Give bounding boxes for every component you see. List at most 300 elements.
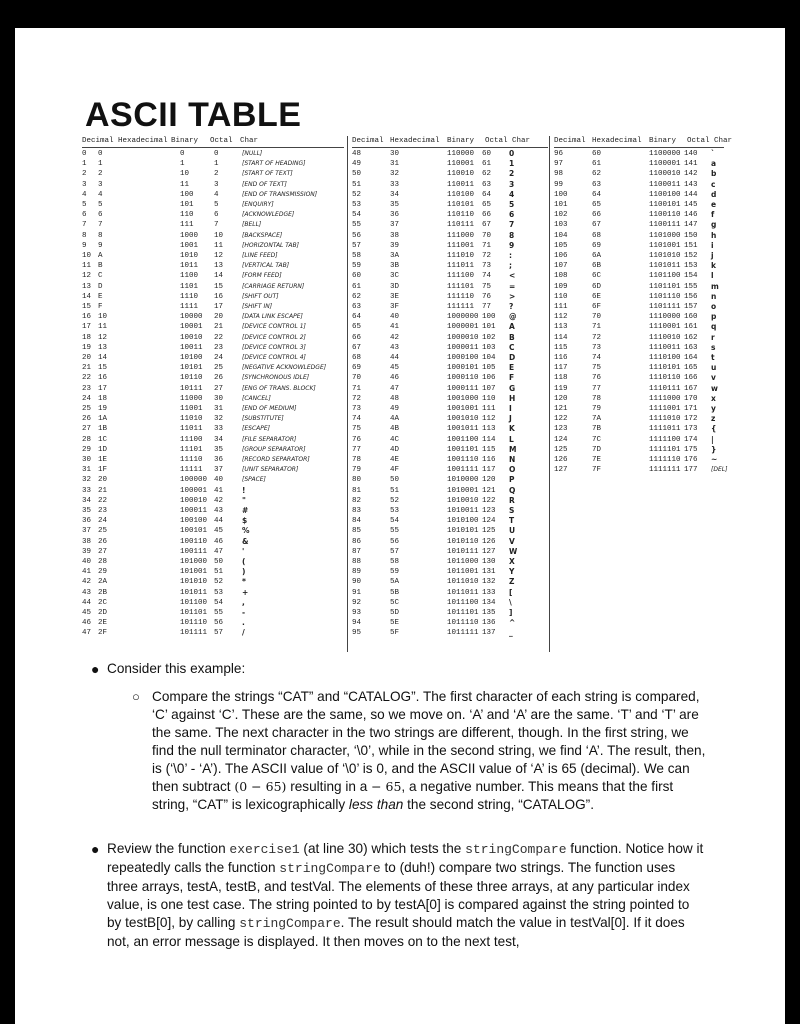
binary-cell: 1101010 (649, 252, 681, 260)
binary-cell: 110001 (447, 160, 475, 169)
decimal-cell: 93 (352, 609, 362, 617)
hex-cell: 40 (390, 313, 400, 322)
hex-cell: 6F (592, 303, 602, 311)
octal-cell: 147 (684, 221, 698, 230)
binary-cell: 11111 (180, 466, 203, 475)
table-row (352, 241, 548, 251)
decimal-cell: 102 (554, 211, 568, 220)
binary-cell: 1110110 (649, 374, 681, 383)
table-row (352, 180, 548, 190)
octal-cell: 164 (684, 354, 698, 362)
decimal-cell: 48 (352, 150, 362, 158)
octal-cell: 106 (482, 374, 496, 383)
char-cell: O (509, 465, 516, 475)
char-cell: H (509, 393, 516, 403)
hex-cell: 68 (592, 231, 602, 240)
table-row (352, 547, 548, 557)
binary-cell: 101100 (180, 598, 208, 607)
decimal-cell: 25 (82, 405, 92, 413)
octal-cell: 171 (684, 405, 698, 413)
decimal-cell: 5 (82, 201, 87, 209)
hex-cell: 6D (592, 282, 602, 291)
table-row (352, 149, 548, 159)
hex-cell: 0 (98, 150, 103, 158)
octal-cell: 127 (482, 547, 496, 556)
binary-cell: 101011 (180, 588, 208, 597)
table-row (352, 608, 548, 618)
char-cell: [DEVICE CONTROL 1] (242, 323, 306, 331)
binary-cell: 1010010 (447, 496, 479, 505)
hex-cell: 54 (390, 517, 400, 526)
hex-cell: 62 (592, 170, 602, 179)
octal-cell: 62 (482, 170, 492, 179)
octal-cell: 135 (482, 609, 496, 617)
char-cell: _ (509, 628, 513, 638)
octal-cell: 32 (214, 415, 224, 424)
bullet-review (91, 840, 707, 951)
octal-cell: 102 (482, 333, 496, 342)
binary-cell: 1000000 (447, 313, 479, 322)
char-cell: m (711, 281, 719, 291)
table-row (352, 373, 548, 383)
char-cell: [ (509, 587, 513, 597)
octal-cell: 76 (482, 292, 492, 301)
decimal-cell: 118 (554, 374, 568, 383)
octal-cell: 110 (482, 394, 496, 403)
binary-cell: 1101100 (649, 272, 681, 281)
table-row (352, 465, 548, 475)
hex-cell: 77 (592, 384, 602, 393)
octal-cell: 155 (684, 282, 698, 291)
char-cell: [CANCEL] (242, 394, 271, 402)
char-cell: U (509, 526, 516, 536)
char-cell: t (711, 353, 715, 362)
hex-cell: 3C (390, 272, 400, 281)
hex-cell: 50 (390, 476, 400, 485)
hex-cell: 6C (592, 272, 602, 281)
char-cell: > (509, 291, 516, 301)
char-cell: { (711, 424, 717, 434)
decimal-cell: 78 (352, 456, 362, 464)
table-row (554, 190, 724, 200)
char-cell: , (242, 597, 245, 607)
octal-cell: 17 (214, 303, 224, 311)
binary-cell: 1111100 (649, 435, 681, 444)
decimal-cell: 58 (352, 252, 362, 260)
decimal-cell: 8 (82, 231, 87, 240)
decimal-cell: 43 (82, 588, 92, 597)
char-cell: " (242, 495, 246, 505)
hex-cell: 2B (98, 588, 108, 597)
octal-cell: 22 (214, 333, 224, 342)
binary-cell: 1100000 (649, 150, 681, 158)
char-cell: k (711, 261, 716, 271)
binary-cell: 11 (180, 180, 190, 189)
binary-cell: 101001 (180, 568, 208, 577)
char-cell: % (242, 526, 250, 536)
table-row (82, 506, 344, 516)
char-cell: x (711, 393, 716, 403)
decimal-cell: 24 (82, 394, 92, 403)
octal-cell: 150 (684, 231, 698, 240)
decimal-cell: 127 (554, 466, 568, 475)
octal-cell: 71 (482, 241, 492, 250)
binary-cell: 1101000 (649, 231, 681, 240)
binary-cell: 100 (180, 190, 194, 199)
binary-cell: 1101111 (649, 303, 681, 311)
octal-cell: 31 (214, 405, 224, 413)
char-cell: 2 (509, 169, 515, 179)
binary-cell: 1011011 (447, 588, 479, 597)
sub-bullet-compare (132, 688, 707, 814)
hex-cell: 66 (592, 211, 602, 220)
octal-cell: 56 (214, 619, 224, 628)
hex-cell: 5A (390, 578, 400, 587)
binary-cell: 111001 (447, 241, 475, 250)
header-cell: Decimal (554, 137, 586, 145)
binary-cell: 1001110 (447, 456, 479, 464)
binary-cell: 1001000 (447, 394, 479, 403)
table-row (352, 220, 548, 230)
decimal-cell: 83 (352, 507, 362, 515)
octal-cell: 153 (684, 262, 698, 271)
binary-cell: 110 (180, 211, 194, 220)
hex-cell: 46 (390, 374, 400, 383)
char-cell: & (242, 536, 249, 546)
table-row (352, 394, 548, 404)
header-cell: Char (714, 137, 733, 145)
table-row (352, 628, 548, 638)
octal-cell: 154 (684, 272, 698, 281)
char-cell: f (711, 210, 715, 220)
column-divider (347, 136, 348, 652)
binary-cell: 10 (180, 170, 190, 179)
binary-cell: 11001 (180, 405, 203, 413)
octal-cell: 66 (482, 211, 492, 220)
notes-section (91, 660, 707, 961)
char-cell: [ENQUIRY] (242, 201, 274, 208)
binary-cell: 1110001 (649, 323, 681, 332)
char-cell: 3 (509, 179, 515, 189)
binary-cell: 1100110 (649, 211, 681, 220)
hex-cell: 74 (592, 354, 602, 362)
header-cell: Hexadecimal (592, 137, 642, 145)
table-row (82, 180, 344, 190)
binary-cell: 1100011 (649, 180, 681, 189)
binary-cell: 1110111 (649, 384, 681, 393)
hex-cell: 70 (592, 313, 602, 322)
decimal-cell: 120 (554, 394, 568, 403)
octal-cell: 113 (482, 425, 496, 434)
decimal-cell: 30 (82, 456, 92, 464)
decimal-cell: 110 (554, 292, 568, 301)
octal-cell: 34 (214, 435, 224, 444)
decimal-cell: 53 (352, 201, 362, 209)
decimal-cell: 4 (82, 190, 87, 199)
char-cell: h (711, 230, 717, 240)
hex-cell: 7C (592, 435, 602, 444)
decimal-cell: 66 (352, 333, 362, 342)
binary-cell: 1001001 (447, 405, 479, 413)
table-row (554, 373, 724, 383)
decimal-cell: 10 (82, 252, 92, 260)
hex-cell: 13 (98, 343, 108, 352)
octal-cell: 52 (214, 578, 224, 587)
octal-cell: 37 (214, 466, 224, 475)
octal-cell: 13 (214, 262, 224, 271)
decimal-cell: 126 (554, 456, 568, 464)
char-cell: ! (242, 485, 246, 495)
table-row (352, 506, 548, 516)
hex-cell: 5C (390, 598, 400, 607)
octal-cell: 47 (214, 547, 224, 556)
octal-cell: 30 (214, 394, 224, 403)
binary-cell: 1001100 (447, 435, 479, 444)
hex-cell: 2F (98, 629, 108, 638)
table-row (352, 567, 548, 577)
binary-cell: 1000 (180, 231, 199, 240)
decimal-cell: 101 (554, 201, 568, 209)
table-row (554, 200, 724, 210)
decimal-cell: 12 (82, 272, 92, 281)
decimal-cell: 34 (82, 496, 92, 505)
decimal-cell: 75 (352, 425, 362, 434)
char-cell: [SPACE] (242, 476, 266, 484)
table-row (82, 608, 344, 618)
binary-cell: 1011110 (447, 619, 479, 628)
table-row (82, 588, 344, 598)
char-cell: V (509, 536, 515, 546)
table-row (554, 394, 724, 404)
char-cell: i (711, 240, 714, 250)
hex-cell: 2E (98, 619, 108, 628)
hex-cell: 20 (98, 476, 108, 485)
char-cell: [NULL] (242, 150, 263, 157)
decimal-cell: 18 (82, 333, 92, 342)
decimal-cell: 54 (352, 211, 362, 220)
binary-cell: 110011 (447, 180, 475, 189)
char-cell: G (509, 383, 516, 393)
hex-cell: 21 (98, 486, 108, 495)
binary-cell: 1001010 (447, 415, 479, 424)
decimal-cell: 6 (82, 211, 87, 220)
char-cell: d (711, 189, 717, 199)
review-text-3: function. Notice how it repeatedly calls the function (107, 841, 704, 875)
octal-cell: 101 (482, 323, 496, 332)
octal-cell: 130 (482, 558, 496, 566)
binary-cell: 111011 (447, 262, 475, 271)
hex-cell: 35 (390, 201, 400, 209)
table-row (352, 159, 548, 169)
char-cell: b (711, 169, 717, 179)
decimal-cell: 39 (82, 547, 92, 556)
binary-cell: 1110100 (649, 354, 681, 362)
hex-cell: 24 (98, 517, 108, 526)
char-cell: W (509, 546, 518, 556)
hex-cell: 4B (390, 425, 400, 434)
table-row (82, 475, 344, 485)
table-row (352, 496, 548, 506)
char-cell: 1 (509, 159, 515, 169)
binary-cell: 1100010 (649, 170, 681, 179)
octal-cell: 111 (482, 405, 496, 413)
decimal-cell: 33 (82, 486, 92, 495)
octal-cell: 151 (684, 241, 698, 250)
decimal-cell: 23 (82, 384, 92, 393)
char-cell: [END OF MEDIUM] (242, 405, 297, 412)
table-row (554, 322, 724, 332)
hex-cell: 42 (390, 333, 400, 342)
char-cell: \ (509, 597, 512, 607)
octal-cell: 7 (214, 221, 219, 230)
decimal-cell: 35 (82, 507, 92, 515)
table-row (82, 526, 344, 536)
decimal-cell: 105 (554, 241, 568, 250)
binary-cell: 101 (180, 201, 194, 209)
octal-cell: 11 (214, 241, 224, 250)
binary-cell: 1100 (180, 272, 199, 281)
binary-cell: 0 (180, 150, 185, 158)
table-row (82, 394, 344, 404)
hex-cell: 7B (592, 425, 602, 434)
octal-cell: 51 (214, 568, 224, 577)
hex-cell: 48 (390, 394, 400, 403)
char-cell: ^ (509, 618, 516, 628)
binary-cell: 111101 (447, 282, 475, 291)
hex-cell: 8 (98, 231, 103, 240)
hex-cell: 1C (98, 435, 108, 444)
decimal-cell: 14 (82, 292, 92, 301)
decimal-cell: 11 (82, 262, 92, 271)
table-row (554, 282, 724, 292)
binary-cell: 1100101 (649, 201, 681, 209)
table-row (352, 404, 548, 414)
octal-cell: 177 (684, 466, 698, 475)
decimal-cell: 79 (352, 466, 362, 475)
table-row (352, 302, 548, 312)
decimal-cell: 68 (352, 354, 362, 362)
char-cell: [ACKNOWLEDGE] (242, 211, 295, 219)
hex-cell: 32 (390, 170, 400, 179)
char-cell: J (509, 414, 512, 424)
decimal-cell: 26 (82, 415, 92, 424)
binary-cell: 111 (180, 221, 194, 230)
table-row (82, 455, 344, 465)
table-row (82, 557, 344, 567)
char-cell: ) (242, 567, 246, 577)
char-cell: [RECORD SEPARATOR] (242, 456, 310, 463)
binary-cell: 110100 (447, 190, 475, 199)
decimal-cell: 74 (352, 415, 362, 424)
binary-cell: 101110 (180, 619, 208, 628)
hex-cell: A (98, 252, 103, 260)
hex-cell: 72 (592, 333, 602, 342)
octal-cell: 50 (214, 558, 224, 566)
octal-cell: 20 (214, 313, 224, 322)
header-cell: Octal (687, 137, 710, 145)
binary-cell: 111000 (447, 231, 475, 240)
binary-cell: 110101 (447, 201, 475, 209)
decimal-cell: 32 (82, 476, 92, 485)
table-row (554, 465, 728, 475)
table-row (82, 292, 344, 302)
code-stringcompare: stringCompare (279, 861, 381, 876)
char-cell: - (242, 608, 246, 617)
table-row (82, 251, 344, 261)
binary-cell: 11000 (180, 394, 203, 403)
decimal-cell: 37 (82, 527, 92, 536)
char-cell: T (509, 516, 515, 526)
char-cell: [DEVICE CONTROL 2] (242, 333, 306, 341)
hex-cell: 6E (592, 292, 602, 301)
binary-cell: 1011111 (447, 629, 479, 638)
octal-cell: 35 (214, 445, 224, 454)
hex-cell: 41 (390, 323, 400, 332)
char-cell: 7 (509, 220, 515, 230)
table-row (352, 343, 548, 353)
decimal-cell: 17 (82, 323, 92, 332)
sub-bullet-circle: ○ (132, 689, 140, 704)
table-row (82, 302, 344, 312)
table-row (352, 282, 548, 292)
binary-cell: 1110011 (649, 343, 681, 352)
table-row (352, 312, 548, 322)
decimal-cell: 91 (352, 588, 362, 597)
decimal-cell: 121 (554, 405, 568, 413)
octal-cell: 126 (482, 537, 496, 546)
char-cell: $ (242, 516, 248, 526)
hex-cell: 57 (390, 547, 400, 556)
binary-cell: 1100111 (649, 221, 681, 230)
octal-cell: 123 (482, 507, 496, 515)
header-cell: Hexadecimal (390, 137, 440, 145)
hex-cell: 18 (98, 394, 108, 403)
char-cell: L (509, 434, 514, 444)
char-cell: z (711, 414, 716, 424)
char-cell: [BACKSPACE] (242, 231, 283, 239)
binary-cell: 1001011 (447, 425, 479, 434)
hex-cell: 5D (390, 609, 400, 617)
octal-cell: 64 (482, 190, 492, 199)
char-cell: 0 (509, 149, 515, 158)
table-row (352, 384, 548, 394)
binary-cell: 110111 (447, 221, 475, 230)
table-row (352, 516, 548, 526)
decimal-cell: 122 (554, 415, 568, 424)
octal-cell: 114 (482, 435, 496, 444)
header-cell: Binary (447, 137, 475, 145)
binary-cell: 1000111 (447, 384, 479, 393)
header-cell: Char (240, 137, 259, 145)
decimal-cell: 40 (82, 558, 92, 566)
octal-cell: 77 (482, 303, 492, 311)
octal-cell: 143 (684, 180, 698, 189)
decimal-cell: 90 (352, 578, 362, 587)
table-row (554, 231, 724, 241)
binary-cell: 1110000 (649, 313, 681, 322)
table-row (352, 231, 548, 241)
binary-cell: 1011101 (447, 609, 479, 617)
binary-cell: 1010000 (447, 476, 479, 485)
hex-cell: 34 (390, 190, 400, 199)
hex-cell: 71 (592, 323, 602, 332)
hex-cell: 6A (592, 252, 602, 260)
octal-cell: 173 (684, 425, 698, 434)
decimal-cell: 1 (82, 160, 87, 169)
table-row (82, 261, 344, 271)
octal-cell: 115 (482, 445, 496, 454)
binary-cell: 100101 (180, 527, 208, 536)
